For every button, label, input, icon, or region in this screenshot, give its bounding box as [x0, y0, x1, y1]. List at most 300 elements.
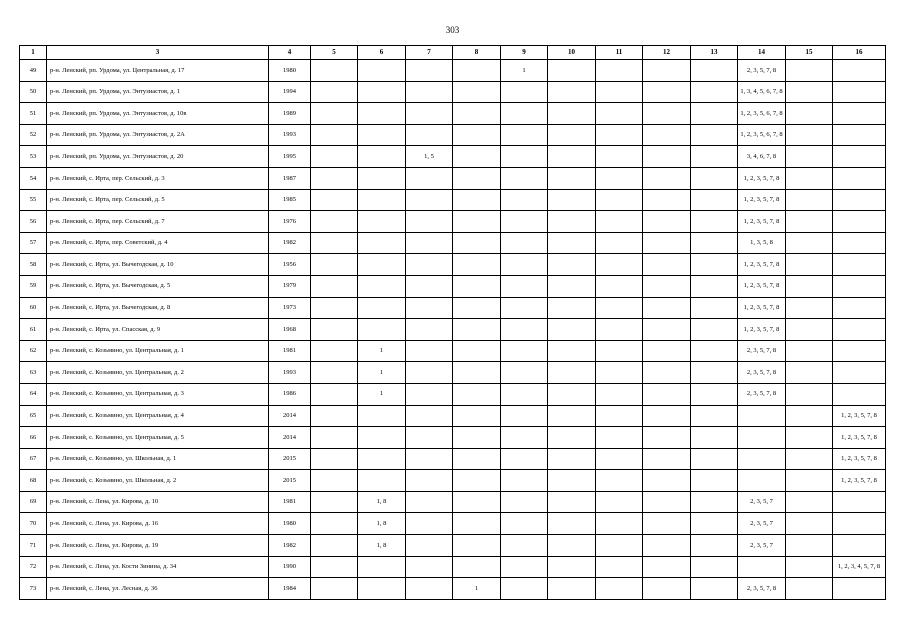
header-cell: 14 [738, 46, 786, 60]
year-cell: 1995 [269, 146, 311, 168]
col16-cell [833, 275, 886, 297]
col10-cell [548, 297, 596, 319]
col7-cell [406, 405, 453, 427]
table-row [20, 232, 886, 254]
col15-cell [786, 81, 833, 103]
table-row [20, 556, 886, 578]
address-cell: р-н. Ленский, с. Козьмино, ул. Центральная, д. 2 [47, 362, 269, 384]
table-row [20, 340, 886, 362]
col14-cell: 1, 2, 3, 5, 7, 8 [738, 167, 786, 189]
col6-cell: 1 [358, 340, 406, 362]
col6-cell: 1 [358, 362, 406, 384]
address-cell: р-н. Ленский, с. Ирта, ул. Вычегодская, д. 10 [47, 254, 269, 276]
table-row [20, 211, 886, 233]
col14-cell [738, 427, 786, 449]
header-cell: 3 [47, 46, 269, 60]
col11-cell [596, 491, 643, 513]
col9-cell [501, 167, 548, 189]
col14-cell: 3, 4, 6, 7, 8 [738, 146, 786, 168]
col9-cell [501, 578, 548, 600]
header-cell: 1 [20, 46, 47, 60]
col14-cell [738, 448, 786, 470]
col10-cell [548, 535, 596, 557]
col8-cell: 1 [453, 578, 501, 600]
address-cell: р-н. Ленский, с. Козьмино, ул. Центральная, д. 1 [47, 340, 269, 362]
col7-cell [406, 470, 453, 492]
table-row [20, 275, 886, 297]
col11-cell [596, 578, 643, 600]
col15-cell [786, 340, 833, 362]
col5-cell [311, 254, 358, 276]
col9-cell [501, 491, 548, 513]
col15-cell [786, 362, 833, 384]
col13-cell [691, 491, 738, 513]
col13-cell [691, 124, 738, 146]
year-cell: 2014 [269, 405, 311, 427]
col14-cell: 1, 2, 3, 5, 7, 8 [738, 189, 786, 211]
col7-cell [406, 124, 453, 146]
col8-cell [453, 189, 501, 211]
col10-cell [548, 211, 596, 233]
table-row [20, 81, 886, 103]
address-cell: р-н. Ленский, с. Козьмино, ул. Школьная, д. 2 [47, 470, 269, 492]
col10-cell [548, 319, 596, 341]
col14-cell: 1, 3, 5, 8 [738, 232, 786, 254]
col10-cell [548, 167, 596, 189]
row-number-cell: 68 [20, 470, 47, 492]
year-cell: 1993 [269, 362, 311, 384]
row-number-cell: 66 [20, 427, 47, 449]
col7-cell [406, 254, 453, 276]
row-number-cell: 73 [20, 578, 47, 600]
col13-cell [691, 427, 738, 449]
col8-cell [453, 146, 501, 168]
col12-cell [643, 103, 691, 125]
col13-cell [691, 189, 738, 211]
col12-cell [643, 319, 691, 341]
address-cell: р-н. Ленский, с. Ирта, ул. Вычегодская, д. 5 [47, 275, 269, 297]
col5-cell [311, 470, 358, 492]
col10-cell [548, 405, 596, 427]
col16-cell [833, 124, 886, 146]
col7-cell [406, 362, 453, 384]
header-cell: 5 [311, 46, 358, 60]
col6-cell [358, 124, 406, 146]
col5-cell [311, 427, 358, 449]
table-row [20, 297, 886, 319]
year-cell: 1980 [269, 513, 311, 535]
col5-cell [311, 189, 358, 211]
col12-cell [643, 448, 691, 470]
col16-cell [833, 254, 886, 276]
col13-cell [691, 513, 738, 535]
row-number-cell: 53 [20, 146, 47, 168]
col5-cell [311, 167, 358, 189]
header-cell: 9 [501, 46, 548, 60]
col15-cell [786, 491, 833, 513]
col11-cell [596, 103, 643, 125]
col14-cell: 1, 2, 3, 5, 7, 8 [738, 319, 786, 341]
col15-cell [786, 167, 833, 189]
col11-cell [596, 427, 643, 449]
col12-cell [643, 383, 691, 405]
col8-cell [453, 383, 501, 405]
col7-cell [406, 275, 453, 297]
address-cell: р-н. Ленский, с. Ирта, пер. Сельский, д. 3 [47, 167, 269, 189]
table-row [20, 254, 886, 276]
col11-cell [596, 513, 643, 535]
col8-cell [453, 362, 501, 384]
col9-cell: 1 [501, 60, 548, 82]
col7-cell [406, 535, 453, 557]
col16-cell [833, 513, 886, 535]
col5-cell [311, 362, 358, 384]
col9-cell [501, 405, 548, 427]
row-number-cell: 63 [20, 362, 47, 384]
col12-cell [643, 362, 691, 384]
col16-cell [833, 146, 886, 168]
col10-cell [548, 232, 596, 254]
col10-cell [548, 556, 596, 578]
col16-cell [833, 362, 886, 384]
table-row [20, 427, 886, 449]
address-cell: р-н. Ленский, рп. Урдома, ул. Энтузиастов, д. 10в [47, 103, 269, 125]
col10-cell [548, 254, 596, 276]
col13-cell [691, 319, 738, 341]
col8-cell [453, 448, 501, 470]
col12-cell [643, 470, 691, 492]
address-cell: р-н. Ленский, с. Лена, ул. Лесная, д. 36 [47, 578, 269, 600]
col14-cell [738, 556, 786, 578]
year-cell: 1986 [269, 383, 311, 405]
col16-cell [833, 297, 886, 319]
header-cell: 11 [596, 46, 643, 60]
col7-cell [406, 211, 453, 233]
year-cell: 2014 [269, 427, 311, 449]
col12-cell [643, 189, 691, 211]
year-cell: 2015 [269, 448, 311, 470]
address-cell: р-н. Ленский, с. Лена, ул. Кости Зинина, д. 34 [47, 556, 269, 578]
address-cell: р-н. Ленский, с. Лена, ул. Кирова, д. 19 [47, 535, 269, 557]
col7-cell [406, 556, 453, 578]
table-row [20, 60, 886, 82]
header-cell: 15 [786, 46, 833, 60]
col11-cell [596, 556, 643, 578]
col16-cell [833, 81, 886, 103]
col15-cell [786, 124, 833, 146]
year-cell: 2015 [269, 470, 311, 492]
year-cell: 1993 [269, 124, 311, 146]
header-cell: 10 [548, 46, 596, 60]
row-number-cell: 54 [20, 167, 47, 189]
address-cell: р-н. Ленский, с. Ирта, пер. Советский, д. 4 [47, 232, 269, 254]
col14-cell [738, 405, 786, 427]
col6-cell [358, 81, 406, 103]
row-number-cell: 51 [20, 103, 47, 125]
col7-cell [406, 491, 453, 513]
col15-cell [786, 189, 833, 211]
col5-cell [311, 513, 358, 535]
row-number-cell: 58 [20, 254, 47, 276]
col13-cell [691, 103, 738, 125]
year-cell: 1976 [269, 211, 311, 233]
year-cell: 1982 [269, 535, 311, 557]
col9-cell [501, 275, 548, 297]
col6-cell [358, 60, 406, 82]
col12-cell [643, 124, 691, 146]
col16-cell [833, 535, 886, 557]
col12-cell [643, 146, 691, 168]
col11-cell [596, 448, 643, 470]
year-cell: 1989 [269, 103, 311, 125]
col6-cell [358, 211, 406, 233]
address-cell: р-н. Ленский, рп. Урдома, ул. Энтузиастов, д. 2А [47, 124, 269, 146]
year-cell: 1981 [269, 340, 311, 362]
col14-cell: 1, 3, 4, 5, 6, 7, 8 [738, 81, 786, 103]
col12-cell [643, 556, 691, 578]
table-row [20, 578, 886, 600]
col8-cell [453, 319, 501, 341]
table-row [20, 470, 886, 492]
col9-cell [501, 362, 548, 384]
col7-cell [406, 232, 453, 254]
header-cell: 8 [453, 46, 501, 60]
col6-cell: 1 [358, 383, 406, 405]
col13-cell [691, 470, 738, 492]
col12-cell [643, 167, 691, 189]
col16-cell [833, 491, 886, 513]
col6-cell [358, 254, 406, 276]
col14-cell: 2, 3, 5, 7 [738, 491, 786, 513]
col15-cell [786, 211, 833, 233]
header-cell: 6 [358, 46, 406, 60]
table-row [20, 319, 886, 341]
col14-cell [738, 470, 786, 492]
col8-cell [453, 470, 501, 492]
col7-cell [406, 103, 453, 125]
col11-cell [596, 470, 643, 492]
table-body [20, 60, 886, 600]
col9-cell [501, 340, 548, 362]
col16-cell [833, 60, 886, 82]
col13-cell [691, 254, 738, 276]
col8-cell [453, 297, 501, 319]
col8-cell [453, 340, 501, 362]
col7-cell [406, 189, 453, 211]
col13-cell [691, 383, 738, 405]
col9-cell [501, 232, 548, 254]
col16-cell [833, 167, 886, 189]
col15-cell [786, 146, 833, 168]
year-cell: 1980 [269, 60, 311, 82]
col14-cell: 2, 3, 5, 7, 8 [738, 383, 786, 405]
col11-cell [596, 81, 643, 103]
col10-cell [548, 362, 596, 384]
col7-cell [406, 427, 453, 449]
year-cell: 1985 [269, 189, 311, 211]
col13-cell [691, 297, 738, 319]
col10-cell [548, 189, 596, 211]
col7-cell [406, 319, 453, 341]
col7-cell [406, 297, 453, 319]
col9-cell [501, 146, 548, 168]
col15-cell [786, 535, 833, 557]
col12-cell [643, 81, 691, 103]
col15-cell [786, 297, 833, 319]
col11-cell [596, 340, 643, 362]
col15-cell [786, 275, 833, 297]
col5-cell [311, 275, 358, 297]
address-cell: р-н. Ленский, с. Козьмино, ул. Школьная, д. 1 [47, 448, 269, 470]
col10-cell [548, 491, 596, 513]
header-cell: 13 [691, 46, 738, 60]
col12-cell [643, 60, 691, 82]
year-cell: 1994 [269, 81, 311, 103]
col10-cell [548, 340, 596, 362]
col8-cell [453, 427, 501, 449]
page-number: 303 [445, 25, 460, 35]
col7-cell [406, 383, 453, 405]
col10-cell [548, 383, 596, 405]
col14-cell: 1, 2, 3, 5, 6, 7, 8 [738, 124, 786, 146]
col6-cell: 1, 8 [358, 491, 406, 513]
col8-cell [453, 254, 501, 276]
col6-cell [358, 189, 406, 211]
col10-cell [548, 124, 596, 146]
col16-cell [833, 578, 886, 600]
col6-cell [358, 578, 406, 600]
col8-cell [453, 103, 501, 125]
col5-cell [311, 81, 358, 103]
col13-cell [691, 556, 738, 578]
col16-cell: 1, 2, 3, 5, 7, 8 [833, 405, 886, 427]
col8-cell [453, 60, 501, 82]
col14-cell: 1, 2, 3, 5, 7, 8 [738, 297, 786, 319]
col9-cell [501, 297, 548, 319]
col6-cell: 1, 8 [358, 513, 406, 535]
col11-cell [596, 297, 643, 319]
col16-cell [833, 319, 886, 341]
col9-cell [501, 81, 548, 103]
col9-cell [501, 383, 548, 405]
table-row [20, 448, 886, 470]
col7-cell: 1, 5 [406, 146, 453, 168]
col5-cell [311, 535, 358, 557]
col9-cell [501, 189, 548, 211]
col11-cell [596, 383, 643, 405]
year-cell: 1981 [269, 491, 311, 513]
col9-cell [501, 427, 548, 449]
col8-cell [453, 232, 501, 254]
col9-cell [501, 124, 548, 146]
col11-cell [596, 405, 643, 427]
col9-cell [501, 535, 548, 557]
col16-cell [833, 383, 886, 405]
header-cell: 4 [269, 46, 311, 60]
col8-cell [453, 124, 501, 146]
col12-cell [643, 491, 691, 513]
col15-cell [786, 319, 833, 341]
col11-cell [596, 211, 643, 233]
row-number-cell: 57 [20, 232, 47, 254]
col12-cell [643, 578, 691, 600]
col8-cell [453, 275, 501, 297]
header-row [20, 46, 886, 60]
col12-cell [643, 513, 691, 535]
col15-cell [786, 470, 833, 492]
year-cell: 1982 [269, 232, 311, 254]
col5-cell [311, 146, 358, 168]
col14-cell: 2, 3, 5, 7 [738, 535, 786, 557]
table-row [20, 513, 886, 535]
row-number-cell: 60 [20, 297, 47, 319]
col10-cell [548, 81, 596, 103]
col6-cell [358, 146, 406, 168]
col14-cell: 1, 2, 3, 5, 7, 8 [738, 254, 786, 276]
col15-cell [786, 60, 833, 82]
col7-cell [406, 340, 453, 362]
col13-cell [691, 211, 738, 233]
col15-cell [786, 103, 833, 125]
table-row [20, 189, 886, 211]
col12-cell [643, 405, 691, 427]
col8-cell [453, 491, 501, 513]
col15-cell [786, 448, 833, 470]
col13-cell [691, 578, 738, 600]
col6-cell [358, 427, 406, 449]
address-cell: р-н. Ленский, с. Лена, ул. Кирова, д. 10 [47, 491, 269, 513]
address-cell: р-н. Ленский, с. Козьмино, ул. Центральная, д. 4 [47, 405, 269, 427]
col14-cell: 2, 3, 5, 7, 8 [738, 340, 786, 362]
table-row [20, 535, 886, 557]
row-number-cell: 72 [20, 556, 47, 578]
col14-cell: 1, 2, 3, 5, 7, 8 [738, 275, 786, 297]
col5-cell [311, 232, 358, 254]
row-number-cell: 59 [20, 275, 47, 297]
col15-cell [786, 427, 833, 449]
address-cell: р-н. Ленский, с. Козьмино, ул. Центральная, д. 5 [47, 427, 269, 449]
col13-cell [691, 167, 738, 189]
col6-cell [358, 470, 406, 492]
col6-cell [358, 319, 406, 341]
col5-cell [311, 297, 358, 319]
table-row [20, 383, 886, 405]
col9-cell [501, 211, 548, 233]
col11-cell [596, 319, 643, 341]
col16-cell [833, 232, 886, 254]
col6-cell [358, 448, 406, 470]
col7-cell [406, 448, 453, 470]
col5-cell [311, 124, 358, 146]
col13-cell [691, 448, 738, 470]
col12-cell [643, 232, 691, 254]
col5-cell [311, 491, 358, 513]
table-row [20, 362, 886, 384]
col16-cell [833, 211, 886, 233]
col9-cell [501, 556, 548, 578]
col10-cell [548, 448, 596, 470]
col8-cell [453, 167, 501, 189]
col9-cell [501, 513, 548, 535]
col11-cell [596, 232, 643, 254]
col10-cell [548, 103, 596, 125]
row-number-cell: 56 [20, 211, 47, 233]
col10-cell [548, 470, 596, 492]
table-row [20, 146, 886, 168]
address-cell: р-н. Ленский, рп. Урдома, ул. Центральная, д. 17 [47, 60, 269, 82]
col16-cell: 1, 2, 3, 5, 7, 8 [833, 427, 886, 449]
col10-cell [548, 578, 596, 600]
